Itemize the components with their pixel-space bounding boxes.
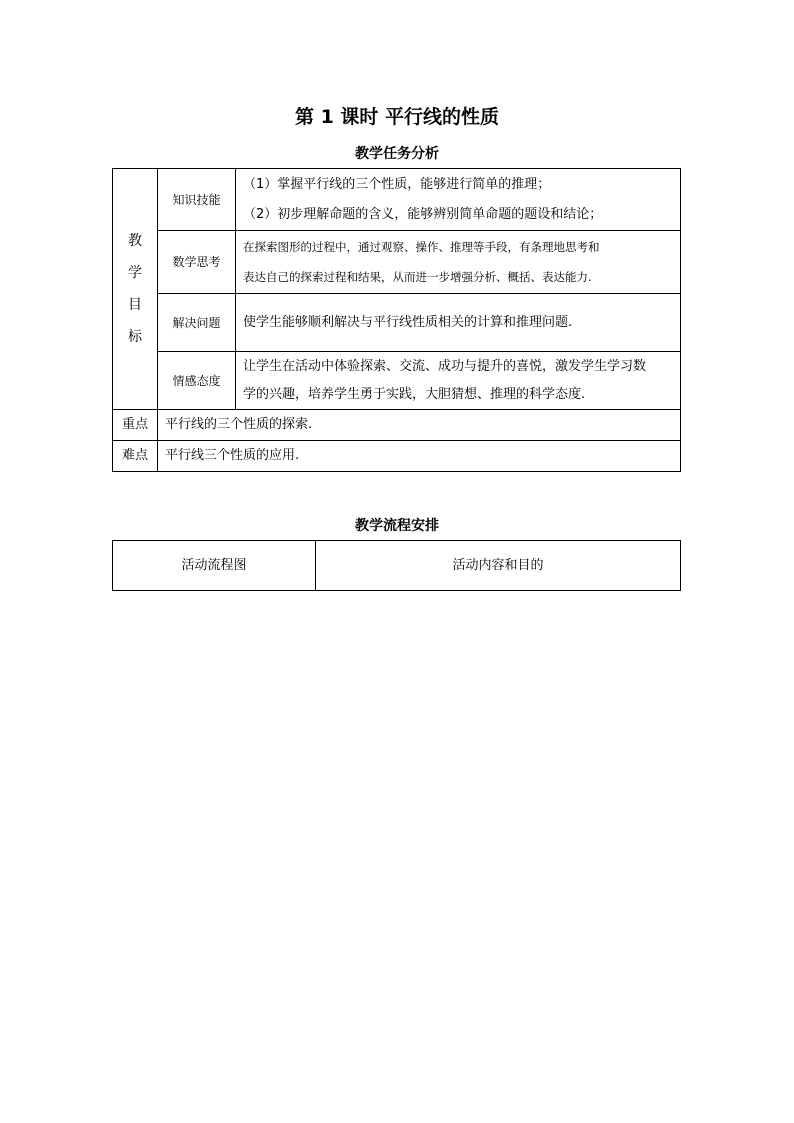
page-title: 第 1 课时 平行线的性质 — [294, 106, 500, 128]
goal-category-knowledge: 知识技能 — [158, 169, 236, 231]
flow-header-content: 活动内容和目的 — [316, 541, 681, 591]
content-line: 学的兴趣，培养学生勇于实践，大胆猜想、推理的科学态度. — [243, 386, 586, 402]
goal-content-knowledge — [236, 169, 681, 231]
table-row — [113, 294, 681, 352]
task-analysis-table — [112, 168, 681, 472]
goal-category-problem-solving: 解决问题 — [158, 294, 236, 352]
goal-content-problem-solving — [236, 294, 681, 352]
goal-label-char: 学 — [128, 265, 142, 281]
teaching-goals-label — [113, 169, 158, 410]
table-row — [113, 441, 681, 472]
flow-arrangement-heading: 教学流程安排 — [355, 518, 439, 534]
goal-content-thinking — [236, 231, 681, 294]
flow-arrangement-table — [112, 540, 681, 591]
content-line: （2）初步理解命题的含义，能够辨别简单命题的题设和结论； — [243, 206, 603, 222]
content-line: 表达自己的探索过程和结果，从而进一步增强分析、概括、表达能力. — [243, 270, 592, 284]
table-row — [113, 169, 681, 231]
difficult-point-label: 难点 — [113, 441, 158, 472]
content-line: 让学生在活动中体验探索、交流、成功与提升的喜悦，激发学生学习数 — [243, 358, 647, 374]
difficult-point-content: 平行线三个性质的应用. — [158, 441, 681, 472]
content-line: 使学生能够顺利解决与平行线性质相关的计算和推理问题. — [243, 314, 573, 330]
key-point-content: 平行线的三个性质的探索. — [158, 410, 681, 441]
key-point-label: 重点 — [113, 410, 158, 441]
table-row — [113, 231, 681, 294]
table-row — [113, 352, 681, 410]
content-line: （1）掌握平行线的三个性质，能够进行简单的推理； — [243, 176, 551, 192]
goal-label-char: 教 — [128, 233, 142, 249]
goal-content-attitude — [236, 352, 681, 410]
task-analysis-heading: 教学任务分析 — [355, 146, 439, 162]
flow-header-chart: 活动流程图 — [113, 541, 316, 591]
table-row — [113, 410, 681, 441]
goal-label-char: 目 — [128, 297, 142, 313]
table-row — [113, 541, 681, 591]
content-line: 在探索图形的过程中，通过观察、操作、推理等手段，有条理地思考和 — [243, 240, 600, 254]
goal-category-attitude: 情感态度 — [158, 352, 236, 410]
goal-label-char: 标 — [128, 329, 142, 345]
goal-category-thinking: 数学思考 — [158, 231, 236, 294]
